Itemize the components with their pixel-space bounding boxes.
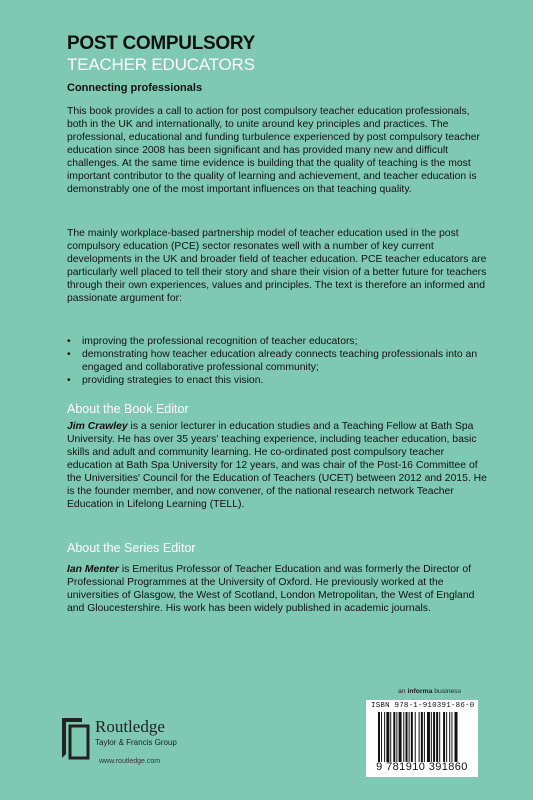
about-series-editor-heading: About the Series Editor [67, 541, 196, 555]
routledge-logo-icon [60, 716, 90, 760]
list-item: • improving the professional recognition of teacher educators; [67, 335, 492, 348]
series-editor-bio-text: is Emeritus Professor of Teacher Education and was formerly the Director of Professional Programmes at the University of Oxford. He previously worked at the universities of Glasgow, the West of Scotland, London Metropolitan, the West of England and Gloucestershire. His work has been widely published in academic journals. [67, 564, 475, 614]
informa-tagline: an informa business [398, 688, 462, 695]
series-editor-bio [67, 563, 492, 615]
barcode-icon [378, 712, 466, 764]
subtitle: Connecting professionals [67, 82, 203, 94]
description-paragraph-1: This book provides a call to action for post compulsory teacher education professionals, both in the UK and internationally, to unite around key principles and practices. The professional, educational and funding turbulence experienced by post compulsory teacher education since 2008 has been significant and has provided many new and difficult challenges. At the same time evidence is building that the quality of teaching is the most important contributor to the quality of learning and achievement, and teacher education is demonstrably one of the most important influences on that teaching quality. [67, 106, 481, 195]
title-line1: POST COMPULSORY [67, 33, 255, 54]
publisher-website[interactable]: www.routledge.com [99, 758, 161, 765]
list-item: • demonstrating how teacher education already connects teaching professionals into an engaged and collaborative professional community; [67, 348, 492, 374]
series-editor-name: Ian Menter [67, 564, 119, 575]
about-book-editor-heading: About the Book Editor [67, 402, 189, 416]
informa-brand: informa [407, 688, 433, 695]
book-editor-bio [67, 420, 492, 511]
book-editor-bio-text: is a senior lecturer in education studies and a Teaching Fellow at Bath Spa University. He has over 35 years' teaching experience, including teacher education, basic skills and adult and community learning. He co-ordinated post compulsory teacher education at Bath Spa University for 12 years, and was chair of the Post-16 Committee of the Universities' Council for the Education of Teachers (UCET) between 2012 and 2015. He is the founder member, and now convener, of the national research network Teacher Education in Lifelong Learning (TELL). [67, 421, 487, 510]
title-line2: TEACHER EDUCATORS [67, 55, 255, 74]
isbn-text: ISBN 978-1-910391-86-0 [371, 702, 475, 710]
argument-list [67, 335, 492, 387]
description-paragraph-2: The mainly workplace-based partnership model of teacher education used in the post compulsory education (PCE) sector resonates well with a number of key current developments in the UK and broader field of teacher education. PCE teacher educators are particularly well placed to tell their story and share their vision of a better future for teachers through their own experiences, values and principles. The text is therefore an informed and passionate argument for: [67, 228, 487, 304]
list-item: • providing strategies to enact this vision. [67, 374, 492, 387]
book-editor-name: Jim Crawley [67, 421, 128, 432]
barcode-box [366, 700, 478, 777]
publisher-name: Routledge [95, 717, 165, 736]
publisher-subtitle: Taylor & Francis Group [95, 738, 177, 747]
isbn-digits: 9 781910 391860 [376, 761, 468, 773]
